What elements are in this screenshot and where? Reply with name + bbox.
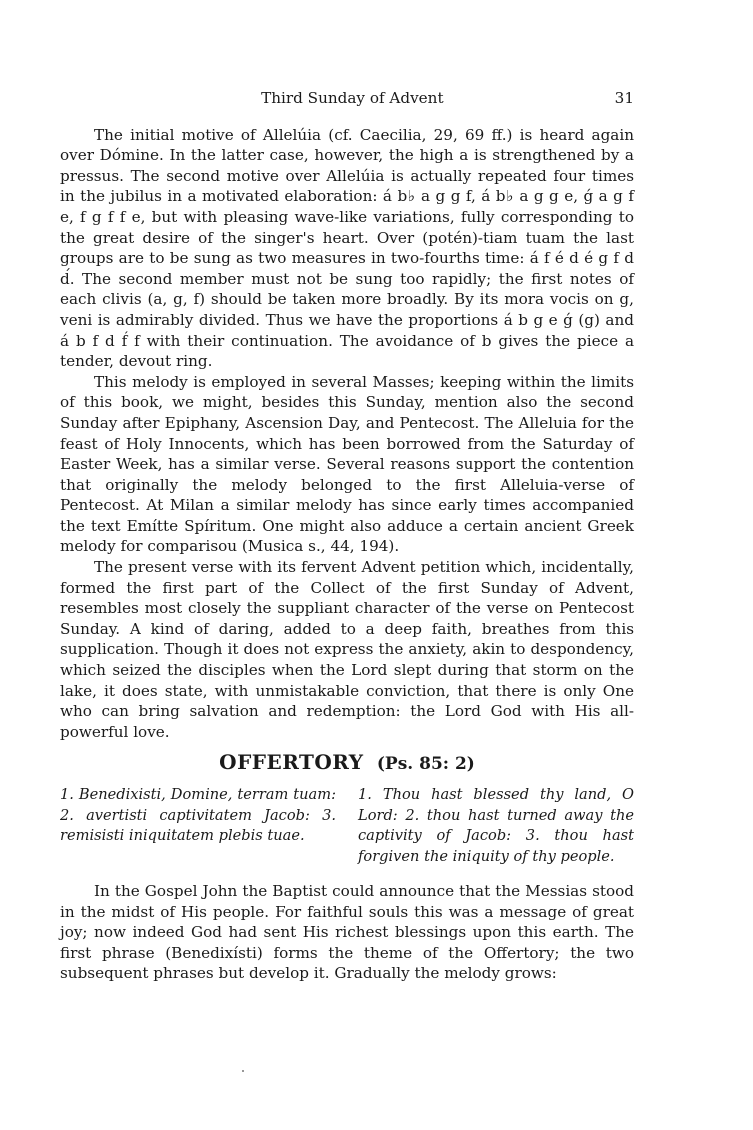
running-title: Third Sunday of Advent xyxy=(261,89,444,107)
running-header xyxy=(60,88,634,109)
english-translation: 1. Thou hast blessed thy land, O Lord: 2. thou hast turned away the captivity of Jacob: 3. thou hast forgiven the iniquity of thy people. xyxy=(358,786,634,865)
section-title: OFFERTORY xyxy=(219,750,364,775)
page xyxy=(60,88,634,984)
section-reference: (Ps. 85: 2) xyxy=(376,754,475,775)
page-mark xyxy=(242,1070,244,1072)
paragraph-alleluia-motive: The initial motive of Allelúia (cf. Caecilia, 29, 69 ff.) is heard again over Dómine. In the latter case, however, the high a is strengthened by a pressus. The second motive over Allelúia is actually repeated four times in the jubilus in a motivated elaboration: á b♭ a g g f, á b♭ a g g e, ǵ a g f e, f g f f e, but with pleasing wave-like variations, fully corresponding to the great desire of the singer's heart. Over (potén)-tiam tuam the last groups are to be sung as two measures in two-fourths time: á f é d é g f d d́. The second member must not be sung too rapidly; the first notes of each clivis (a, g, f) should be taken more broadly. By its mora vocis on g, veni is admirably divided. Thus we have the proportions á b g e ǵ (g) and á b f d f́ f with their continuation. The avoidance of b gives the piece a tender, devout ring. xyxy=(60,125,634,371)
paragraph-advent-petition: The present verse with its fervent Advent petition which, incidentally, formed the first part of the Collect of the first Sunday of Advent, resembles most closely the suppliant character of the verse on Pentecost Sunday. A kind of daring, added to a deep faith, breathes from this supplication. Though it does not express the anxiety, akin to despondency, which seized the disciples when the Lord slept during that storm on the lake, it does state, with unmistakable conviction, that there is only One who can bring salvation and redemption: the Lord God with His all-powerful love. xyxy=(60,558,634,741)
latin-text: 1. Benedixisti, Domine, terram tuam: 2. avertisti captivitatem Jacob: 3. remisisti iniquitatem plebis tuae. xyxy=(60,786,336,844)
paragraph-gospel: In the Gospel John the Baptist could announce that the Messias stood in the midst of His people. For faithful souls this was a message of great joy; now indeed God had sent His richest blessings upon this earth. The first phrase (Benedixísti) forms the theme of the Offertory; the two subsequent phrases but develop it. Gradually the melody grows: xyxy=(60,882,634,983)
section-heading xyxy=(60,752,634,775)
paragraph-melody-usage: This melody is employed in several Masses; keeping within the limits of this book, we might, besides this Sunday, mention also the second Sunday after Epiphany, Ascension Day, and Pentecost. The Alleluia for the feast of Holy Innocents, which has been borrowed from the Saturday of Easter Week, has a similar verse. Several reasons support the contention that originally the melody belonged to the first Alleluia-verse of Pentecost. At Milan a similar melody has since early times accompanied the text Emítte Spíritum. One might also adduce a certain ancient Greek melody for comparisou (Musica s., 44, 194). xyxy=(60,372,634,556)
page-number: 31 xyxy=(614,89,634,107)
offertory-text-columns xyxy=(60,785,634,867)
